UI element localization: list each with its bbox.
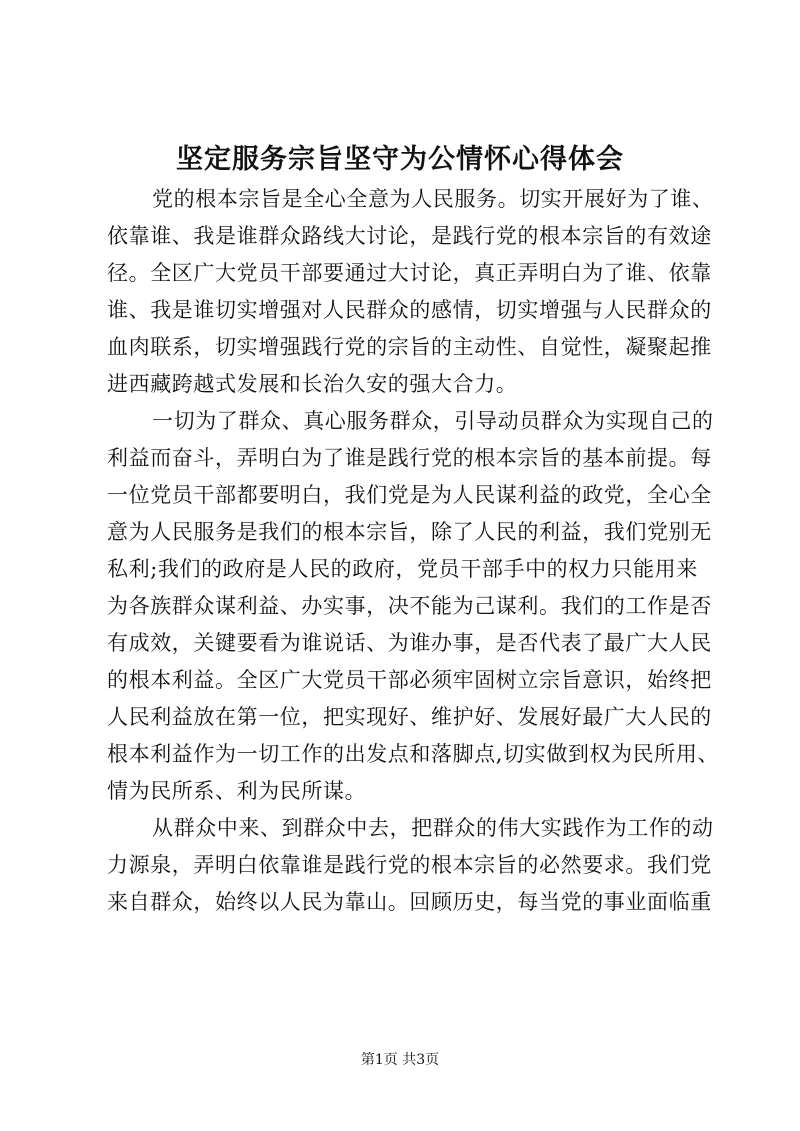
text-line: 党的根本宗旨是全心全意为人民服务。切实开展好为了谁、 (152, 187, 714, 211)
page-footer: 第1页 共3页 (360, 1052, 440, 1068)
paragraph-3 (107, 810, 714, 921)
text-line: 来自群众，始终以人民为靠山。回顾历史，每当党的事业面临重 (107, 890, 712, 914)
text-line: 一切为了群众、真心服务群众，引导动员群众为实现自己的 (152, 409, 714, 433)
text-line: 意为人民服务是我们的根本宗旨，除了人民的利益，我们党别无 (107, 520, 712, 544)
text-line: 一位党员干部都要明白，我们党是为人民谋利益的政党，全心全 (107, 483, 712, 507)
text-line: 的根本利益。全区广大党员干部必须牢固树立宗旨意识，始终把 (107, 668, 712, 692)
text-line: 根本利益作为一切工作的出发点和落脚点,切实做到权为民所用、 (107, 742, 720, 766)
document-title: 坚定服务宗旨坚守为公情怀心得体会 (176, 144, 624, 175)
text-line: 利益而奋斗，弄明白为了谁是践行党的根本宗旨的基本前提。每 (107, 446, 712, 470)
text-line: 径。全区广大党员干部要通过大讨论，真正弄明白为了谁、依靠 (107, 261, 712, 285)
text-line: 为各族群众谋利益、办实事，决不能为己谋利。我们的工作是否 (107, 594, 712, 618)
text-line: 依靠谁、我是谁群众路线大讨论，是践行党的根本宗旨的有效途 (107, 224, 712, 248)
text-line: 有成效，关键要看为谁说话、为谁办事，是否代表了最广大人民 (107, 631, 712, 655)
text-line: 人民利益放在第一位，把实现好、维护好、发展好最广大人民的 (107, 705, 712, 729)
text-line: 私利;我们的政府是人民的政府，党员干部手中的权力只能用来 (107, 557, 698, 581)
text-line: 情为民所系、利为民所谋。 (107, 779, 367, 803)
document-body (107, 181, 720, 921)
text-line: 从群众中来、到群众中去，把群众的伟大实践作为工作的动 (152, 816, 714, 840)
text-line: 力源泉，弄明白依靠谁是践行党的根本宗旨的必然要求。我们党 (107, 853, 712, 877)
text-line: 谁、我是谁切实增强对人民群众的感情，切实增强与人民群众的 (107, 298, 712, 322)
text-line: 进西藏跨越式发展和长治久安的强大合力。 (107, 372, 518, 396)
text-line: 血肉联系，切实增强践行党的宗旨的主动性、自觉性，凝聚起推 (107, 335, 712, 359)
paragraph-1 (107, 181, 714, 403)
paragraph-2 (107, 403, 720, 810)
